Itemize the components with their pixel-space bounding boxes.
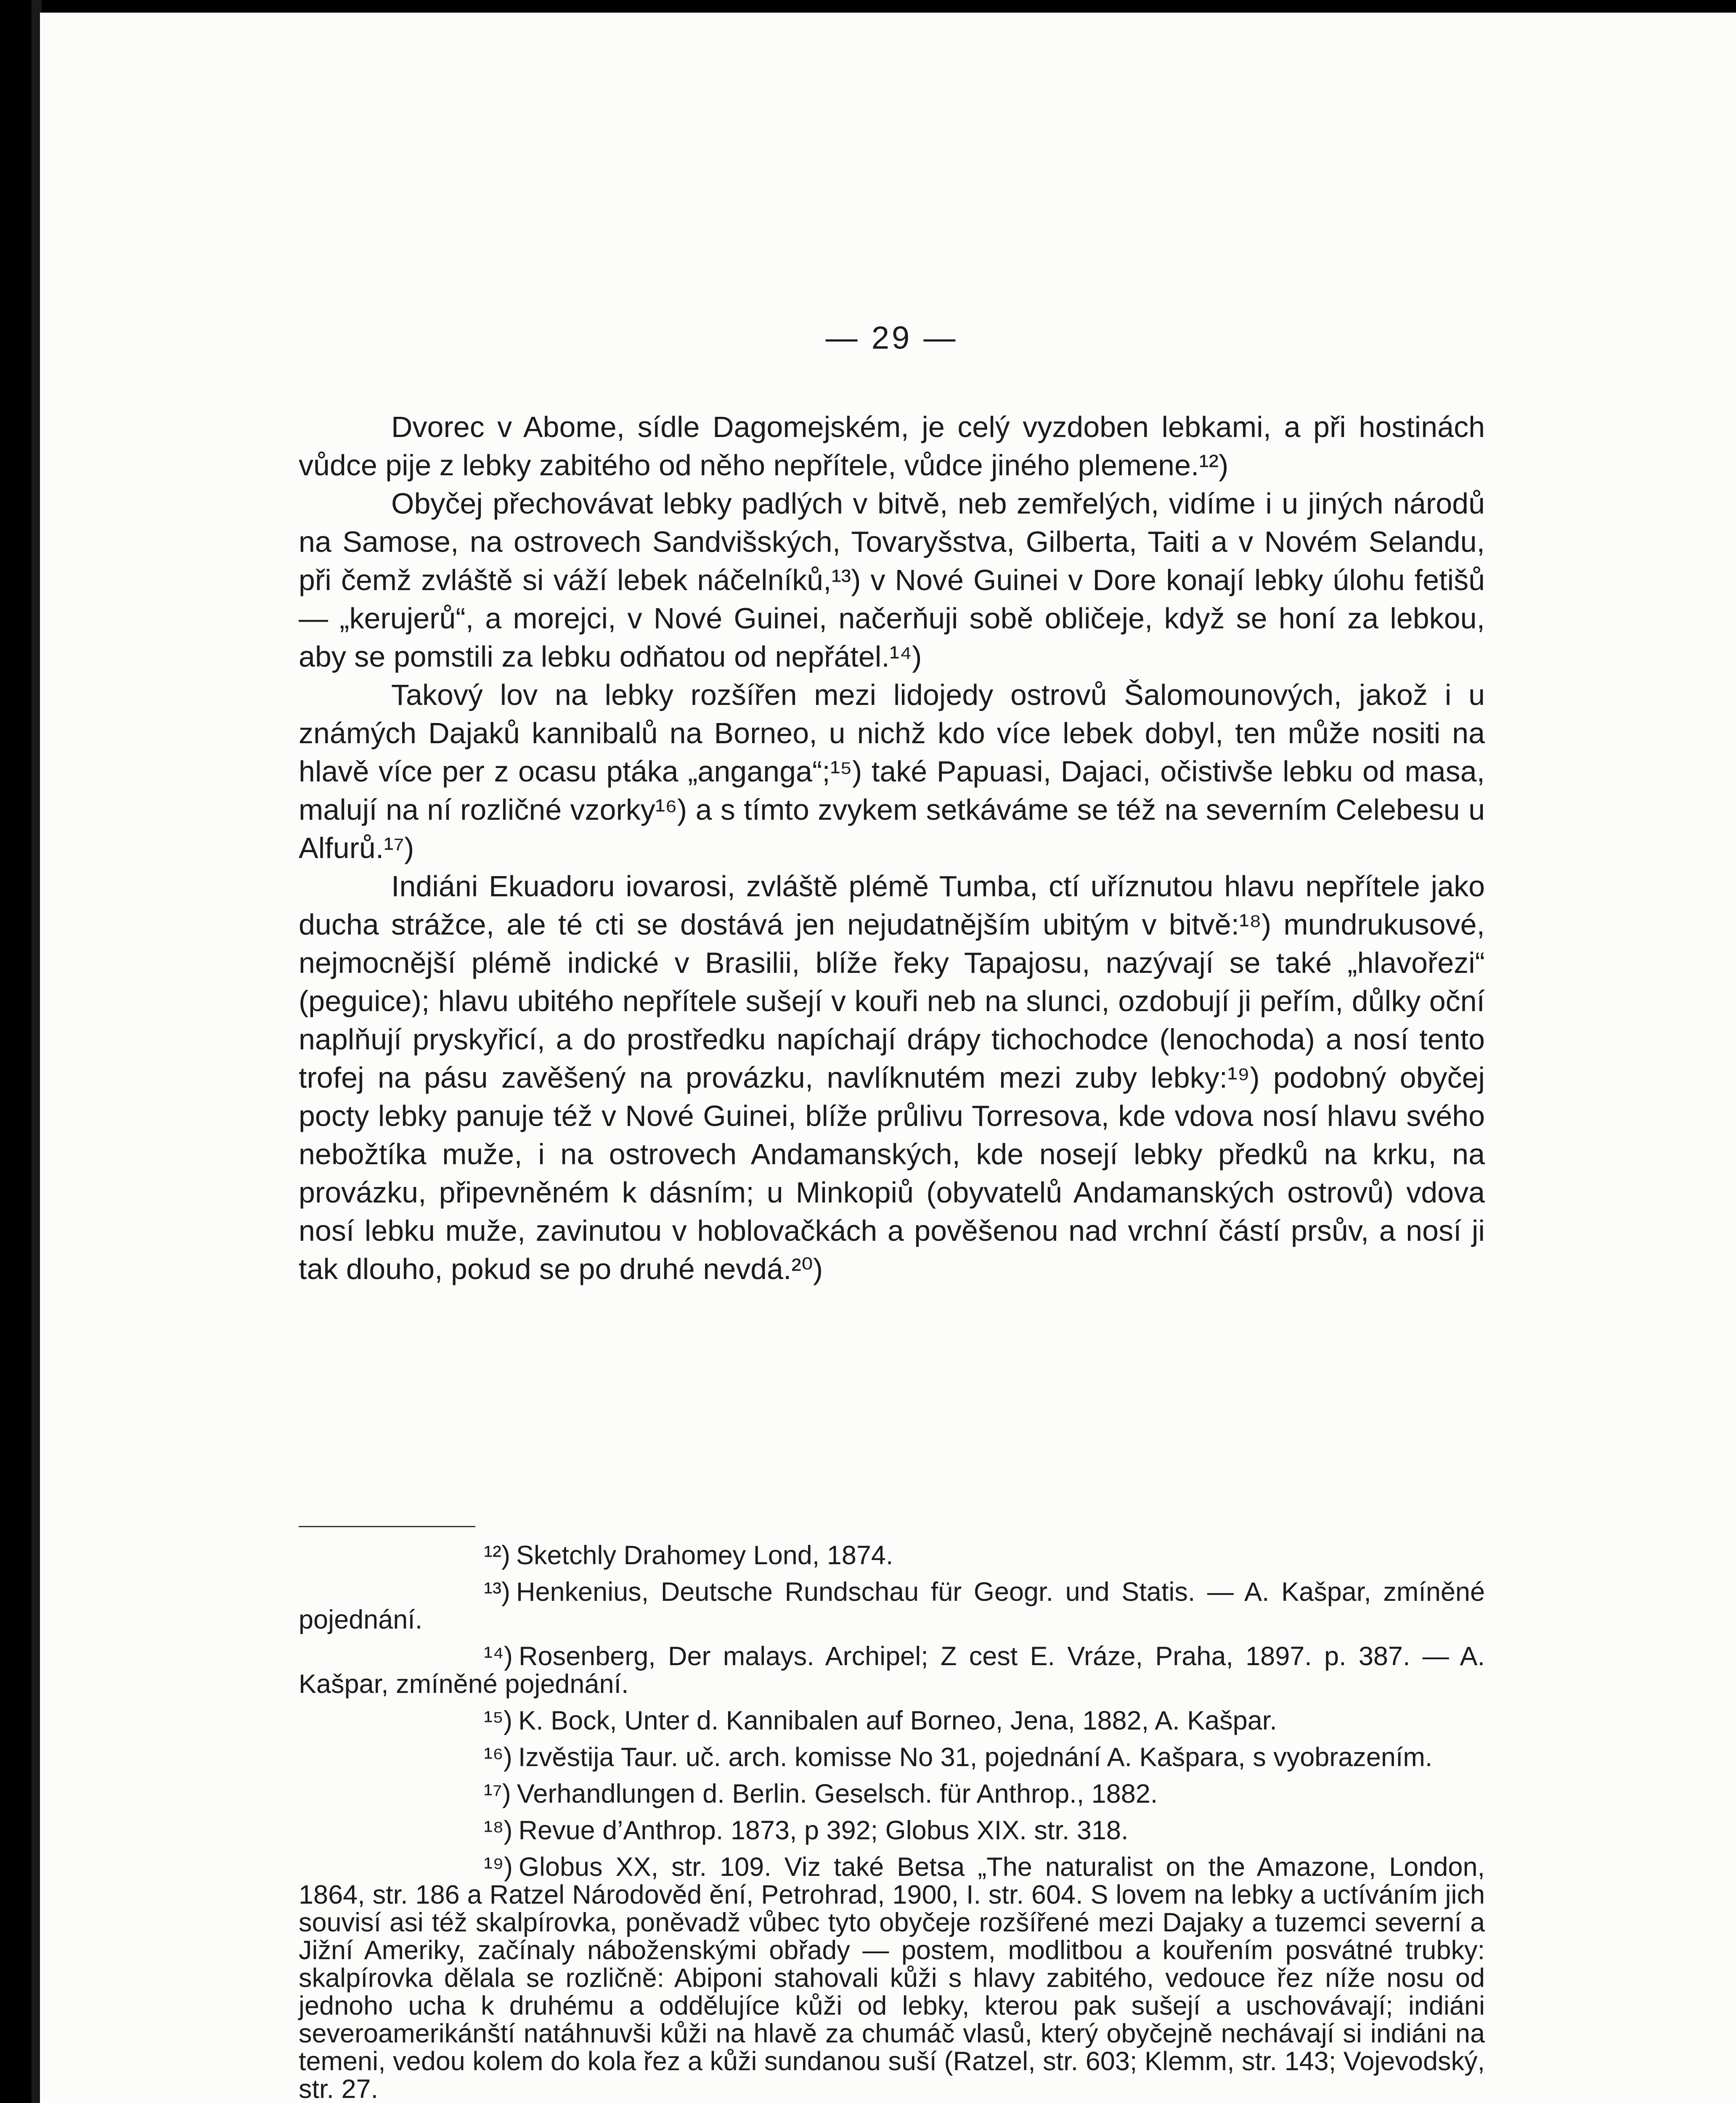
footnote-number: ¹⁴) (484, 1642, 513, 1671)
footnote-text: Izvěstija Taur. uč. arch. komisse No 31, pojednání A. Kašpara, s vyobrazením. (518, 1743, 1433, 1772)
footnote-text: K. Bock, Unter d. Kannibalen auf Borneo, Jena, 1882, A. Kašpar. (518, 1706, 1277, 1735)
footnote-text: Rosenberg, Der malays. Archipel; Z cest E. Vráze, Praha, 1897. p. 387. — A. Kašpar, zmíněné pojednání. (299, 1642, 1485, 1699)
footnote-number: ¹⁶) (484, 1743, 512, 1772)
body-text (299, 408, 1485, 1288)
footnote-19 (299, 1853, 1485, 2103)
footnote-text: Globus XX, str. 109. Viz také Betsa „The naturalist on the Amazone, London, 1864, str. 186 a Ratzel Národověd ění, Petrohrad, 1900, I. str. 604. S lovem na lebky a uctíváním jich souvisí asi též skalpírovka, poněvadž vůbec tyto obyčeje rozšířené mezi Dajaky a tuzemci severní a Jižní Ameriky, začínaly náboženskými obřady — postem, modlitbou a kouřením posvátné trubky: skalpírovka dělala se rozličně: Abiponi stahovali kůži s hlavy zabitého, vedouce řez níže nosu od jednoho ucha k druhému a oddělujíce kůži od lebky, kterou pak sušejí a uschovávají; indiáni severoamerikánští natáhnuvši kůži na hlavě za chumáč vlasů, který obyčejně nechávají si indiáni na temeni, vedou kolem do kola řez a kůži sundanou suší (Ratzel, str. 603; Klemm, str. 143; Vojevodský, str. 27. (299, 1852, 1485, 2103)
footnote-separator (299, 1526, 475, 1527)
footnote-12 (299, 1541, 1485, 1569)
footnote-number: ¹⁵) (484, 1706, 513, 1735)
footnote-text: Henkenius, Deutsche Rundschau für Geogr. und Statis. — A. Kašpar, zmíněné pojednání. (299, 1577, 1485, 1634)
paragraph-1: Dvorec v Abome, sídle Dagomejském, je celý vyzdoben lebkami, a při hostinách vůdce pije z lebky zabitého od něho nepřítele, vůdce jiného plemene.¹²) (299, 411, 1485, 482)
footnote-text: Sketchly Drahomey Lond, 1874. (516, 1541, 893, 1570)
footnote-number: ¹⁹) (484, 1852, 513, 1882)
footnote-number: ¹⁷) (484, 1779, 511, 1809)
paragraph-2: Obyčej přechovávat lebky padlých v bitvě, neb zemřelých, vidíme i u jiných národů na Samose, na ostrovech Sandvišských, Tovaryšstva, Gilberta, Taiti a v Novém Selandu, při čemž zvláště si váží lebek náčelníků,¹³) v Nové Guinei v Dore konají lebky úlohu fetišů — „kerujerů“, a morejci, v Nové Guinei, načerňuji sobě obličeje, když se honí za lebkou, aby se pomstili za lebku odňatou od nepřátel.¹⁴) (299, 487, 1485, 673)
footnotes (299, 1541, 1485, 2103)
footnote-16 (299, 1743, 1485, 1771)
footnote-18 (299, 1817, 1485, 1844)
footnote-13 (299, 1578, 1485, 1634)
footnote-17 (299, 1780, 1485, 1808)
footnote-number: ¹⁸) (484, 1816, 513, 1845)
paragraph-4: Indiáni Ekuadoru iovarosi, zvláště plémě Tumba, ctí uříznutou hlavu nepřítele jako ducha strážce, ale té cti se dostává jen nejudatnějším ubitým v bitvě:¹⁸) mundrukusové, nejmocnější plémě indické v Brasilii, blíže řeky Tapajosu, nazývají se také „hlavořezi“ (peguice); hlavu ubitého nepřítele sušejí v kouři neb na slunci, ozdobují ji peřím, důlky oční naplňují pryskyřicí, a do prostředku napíchají drápy tichochodce (lenochoda) a nosí tento trofej na pásu zavěšený na provázku, navlíknutém mezi zuby lebky:¹⁹) podobný obyčej pocty lebky panuje též v Nové Guinei, blíže průlivu Torresova, kde vdova nosí hlavu svého nebožtíka muže, i na ostrovech Andamanských, kde nosejí lebky předků na krku, na provázku, připevněném k dásním; u Minkopiů (obyvatelů Andamanských ostrovů) vdova nosí lebku muže, zavinutou v hoblovačkách a pověšenou nad vrchní částí prsův, a nosí ji tak dlouho, pokud se po druhé nevdá.²⁰) (299, 870, 1485, 1285)
footnote-text: Revue d’Anthrop. 1873, p 392; Globus XIX. str. 318. (518, 1816, 1129, 1845)
footnote-14 (299, 1642, 1485, 1698)
page-number: — 29 — (825, 320, 958, 356)
footnote-number: ¹³) (484, 1577, 510, 1607)
footnote-15 (299, 1707, 1485, 1735)
footnote-text: Verhandlungen d. Berlin. Geselsch. für Anthrop., 1882. (517, 1779, 1158, 1809)
footnote-number: ¹²) (484, 1541, 510, 1570)
paragraph-3: Takový lov na lebky rozšířen mezi lidojedy ostrovů Šalomounových, jakož i u známých Dajaků kannibalů na Borneo, u nichž kdo více lebek dobyl, ten může nositi na hlavě více per z ocasu ptáka „anganga“;¹⁵) také Papuasi, Dajaci, očistivše lebku od masa, malují na ní rozličné vzorky¹⁶) a s tímto zvykem setkáváme se též na severním Celebesu u Alfurů.¹⁷) (299, 678, 1485, 864)
